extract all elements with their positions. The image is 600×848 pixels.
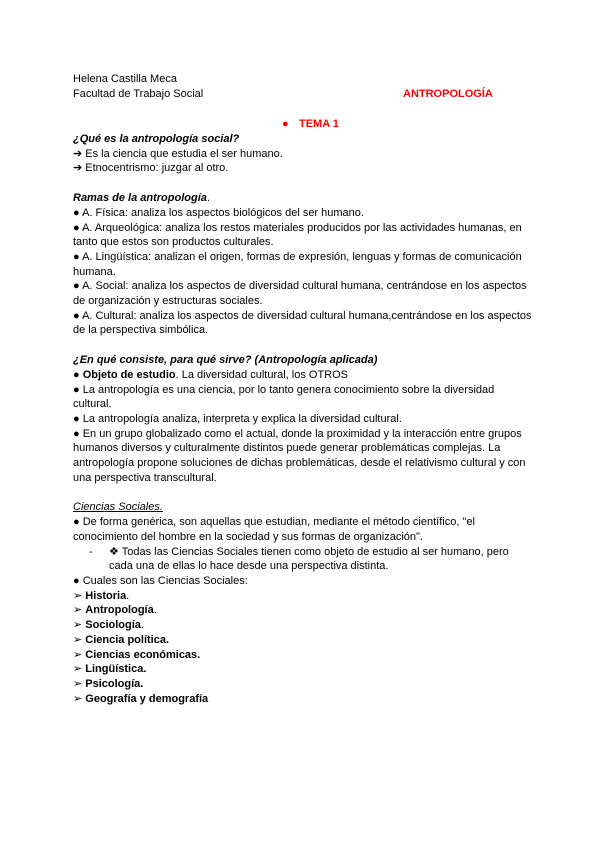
- science-name: Sociología: [85, 619, 141, 632]
- science-item: [73, 603, 533, 618]
- science-name: Ciencia política.: [85, 633, 170, 646]
- science-item: [73, 677, 533, 692]
- branches-heading-suffix: .: [206, 192, 210, 205]
- arrow-marker: ➢: [73, 677, 86, 690]
- document-header: [73, 72, 533, 102]
- science-item: [73, 662, 533, 677]
- section-question: ¿En qué consiste, para qué sirve? (Antropología aplicada): [73, 354, 378, 367]
- objeto-bullet: ●: [73, 368, 83, 381]
- document-page: [73, 72, 533, 706]
- science-name: Lingüística.: [85, 663, 147, 676]
- science-name: Antropología: [85, 604, 154, 617]
- section-applied: [73, 353, 533, 485]
- list-item: ● A. Cultural: analiza los aspectos de diversidad cultural humana,centrándose en los aspectos de la perspectiva simbólica.: [73, 309, 532, 337]
- list-item: ● A. Lingüística: analizan el origen, formas de expresión, lenguas y formas de comunicación humana.: [73, 250, 522, 278]
- arrow-marker: ➢: [73, 692, 86, 705]
- science-name: Psicología.: [85, 677, 144, 690]
- arrow-marker: ➢: [73, 633, 86, 646]
- science-suffix: .: [153, 604, 157, 617]
- science-suffix: .: [140, 619, 144, 632]
- list-item: ● La antropología es una ciencia, por lo tanto genera conocimiento sobre la diversidad cultural.: [73, 383, 495, 411]
- science-item: [73, 618, 533, 633]
- list-item: ● A. Arqueológica: analiza los restos materiales producidos por las actividades humanas, en tanto que estos son productos culturales.: [73, 221, 522, 249]
- section-question: ¿Qué es la antropología social?: [73, 133, 240, 145]
- list-item: [73, 368, 533, 383]
- section-social-sciences: [73, 500, 533, 706]
- objeto-label: Objeto de estudio: [82, 368, 176, 381]
- tema-title: TEMA 1: [299, 118, 339, 130]
- section-heading: Ciencias Sociales.: [73, 501, 163, 514]
- arrow-marker: ➢: [73, 619, 86, 632]
- science-name: Ciencias económicas.: [85, 648, 201, 661]
- list-item: ➔ Es la ciencia que estudia el ser humano.: [73, 147, 283, 160]
- sub-list-item: [73, 545, 533, 574]
- faculty-name: Facultad de Trabajo Social: [73, 88, 204, 100]
- list-item: ● De forma genérica, son aquellas que estudian, mediante el método científico, "el conocimiento del hombre en la sociedad y sus formas de organización".: [73, 516, 475, 543]
- arrow-marker: ➢: [73, 589, 86, 602]
- arrow-marker: ➢: [73, 663, 86, 676]
- author-name: Helena Castilla Meca: [73, 73, 177, 85]
- tema-heading: [73, 117, 533, 132]
- science-item: [73, 589, 533, 604]
- list-item: ● La antropología analiza, interpreta y explica la diversidad cultural.: [73, 412, 402, 425]
- sub-list-text: ❖ Todas las Ciencias Sociales tienen como objeto de estudio al ser humano, pero cada una de ellas lo hace desde una perspectiva distinta.: [109, 545, 509, 573]
- subject-title: ANTROPOLOGÍA: [403, 88, 493, 100]
- science-item: [73, 692, 533, 707]
- arrow-marker: ➢: [73, 604, 86, 617]
- science-suffix: .: [126, 589, 130, 602]
- list-item: ● Cuales son las Ciencias Sociales:: [73, 574, 248, 587]
- science-item: [73, 648, 533, 663]
- dash-marker: -: [89, 545, 93, 558]
- section-definition: [73, 132, 533, 176]
- list-item: ➔ Etnocentrismo: juzgar al otro.: [73, 162, 229, 175]
- arrow-marker: ➢: [73, 648, 86, 661]
- tema-bullet: ●: [282, 118, 289, 130]
- list-item: ● En un grupo globalizado como el actual, donde la proximidad y la interacción entre grupos humanos diversos y culturalmente distintos puede generar problemáticas complejas. La antropología propone soluciones de dichas problemáticas, desde el relativismo cultural y con una perspectiva transcultural.: [73, 427, 526, 484]
- science-name: Historia: [85, 589, 127, 602]
- list-item: ● A. Física: analiza los aspectos biológicos del ser humano.: [73, 206, 364, 219]
- list-item: ● A. Social: analiza los aspectos de diversidad cultural humana, centrándose en los aspectos de organización y estructuras sociales.: [73, 280, 527, 308]
- science-item: [73, 633, 533, 648]
- branches-heading: Ramas de la antropología: [73, 192, 207, 205]
- section-branches: [73, 191, 533, 338]
- science-name: Geografía y demografía: [85, 692, 209, 705]
- section-heading: [73, 191, 533, 206]
- objeto-text: . La diversidad cultural, los OTROS: [175, 368, 349, 381]
